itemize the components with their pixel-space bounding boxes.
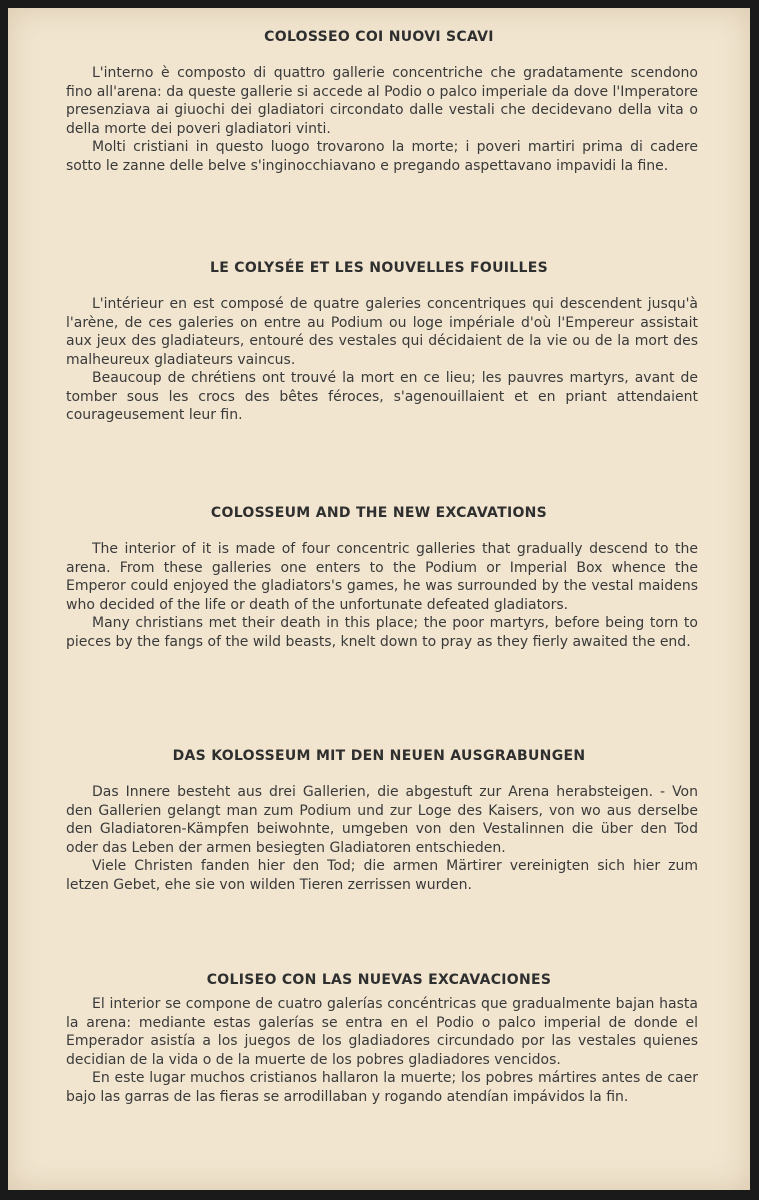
- paragraph-german-2: Viele Christen fanden hier den Tod; die armen Märtirer vereinigten sich hier zum letzen Gebet, ehe sie von wilden Tieren zerrissen wurden.: [66, 858, 698, 893]
- paragraph-french-2: Beaucoup de chrétiens ont trouvé la mort en ce lieu; les pauvres martyrs, avant de tomber sous les crocs des bêtes féroces, s'agenouillaient et en priant attendaient courageusement leur fin.: [66, 370, 698, 423]
- paragraph-spanish-1: El interior se compone de cuatro galerías concéntricas que gradualmente bajan hasta la arena: mediante estas galerías se entra en el Podio o palco imperial de donde el Emperador asistía a los juegos de los gladiadores circundado por las vestales quienes decidian de la vida o de la muerte de los pobres gladiadores vencidos.: [66, 996, 698, 1068]
- paragraph-french-1: L'intérieur en est composé de quatre galeries concentriques qui descendent jusqu'à l'arène, de ces galeries on entre au Podium ou loge impériale d'où l'Empereur assistait aux jeux des gladiateurs, entouré des vestales qui décidaient de la vie ou de la mort des malheureux gladiateurs vaincus.: [66, 296, 698, 368]
- paragraph-italian-1: L'interno è composto di quattro gallerie concentriche che gradatamente scendono fino all'arena: da queste gallerie si accede al Podio o palco imperiale da dove l'Imperatore presenziava ai giuochi dei gladiatori circondato dalle vestali che decidevano della vita o della morte dei poveri gladiatori vinti.: [66, 65, 698, 137]
- heading-french: LE COLYSÉE ET LES NOUVELLES FOUILLES: [209, 260, 548, 276]
- heading-spanish: COLISEO CON LAS NUEVAS EXCAVACIONES: [206, 972, 552, 988]
- heading-italian: COLOSSEO COI NUOVI SCAVI: [264, 29, 494, 45]
- heading-english: COLOSSEUM AND THE NEW EXCAVATIONS: [210, 505, 548, 521]
- section-german: [8, 747, 750, 894]
- paragraph-italian-2: Molti cristiani in questo luogo trovarono la morte; i poveri martiri prima di cadere sotto le zanne delle belve s'inginocchiavano e pregando aspettavano impavidi la fine.: [66, 139, 698, 174]
- paragraph-german-1: Das Innere besteht aus drei Gallerien, die abgestuft zur Arena herabsteigen. - Von den Gallerien gelangt man zum Podium und zur Loge des Kaisers, von wo aus derselbe den Gladiatoren-Kämpfen beiwohnte, umgeben von den Vestalinnen die über den Tod oder das Leben der armen besiegten Gladiatoren entschieden.: [66, 784, 698, 856]
- postcard-back: [8, 8, 750, 1190]
- section-italian: [8, 28, 750, 175]
- paragraph-spanish-2: En este lugar muchos cristianos hallaron la muerte; los pobres mártires antes de caer bajo las garras de las fieras se arrodillaban y rogando atendían impávidos la fin.: [66, 1070, 698, 1105]
- paragraph-english-2: Many christians met their death in this place; the poor martyrs, before being torn to pieces by the fangs of the wild beasts, knelt down to pray as they fierly awaited the end.: [66, 615, 698, 650]
- section-english: [8, 504, 750, 651]
- paragraph-english-1: The interior of it is made of four concentric galleries that gradually descend to the arena. From these galleries one enters to the Podium or Imperial Box whence the Emperor could enjoyed the gladiators's games, he was surrounded by the vestal maidens who decided of the life or death of the unfortunate defeated gladiators.: [66, 541, 698, 613]
- section-spanish: [8, 971, 750, 1106]
- section-french: [8, 259, 750, 425]
- heading-german: DAS KOLOSSEUM MIT DEN NEUEN AUSGRABUNGEN: [172, 748, 586, 764]
